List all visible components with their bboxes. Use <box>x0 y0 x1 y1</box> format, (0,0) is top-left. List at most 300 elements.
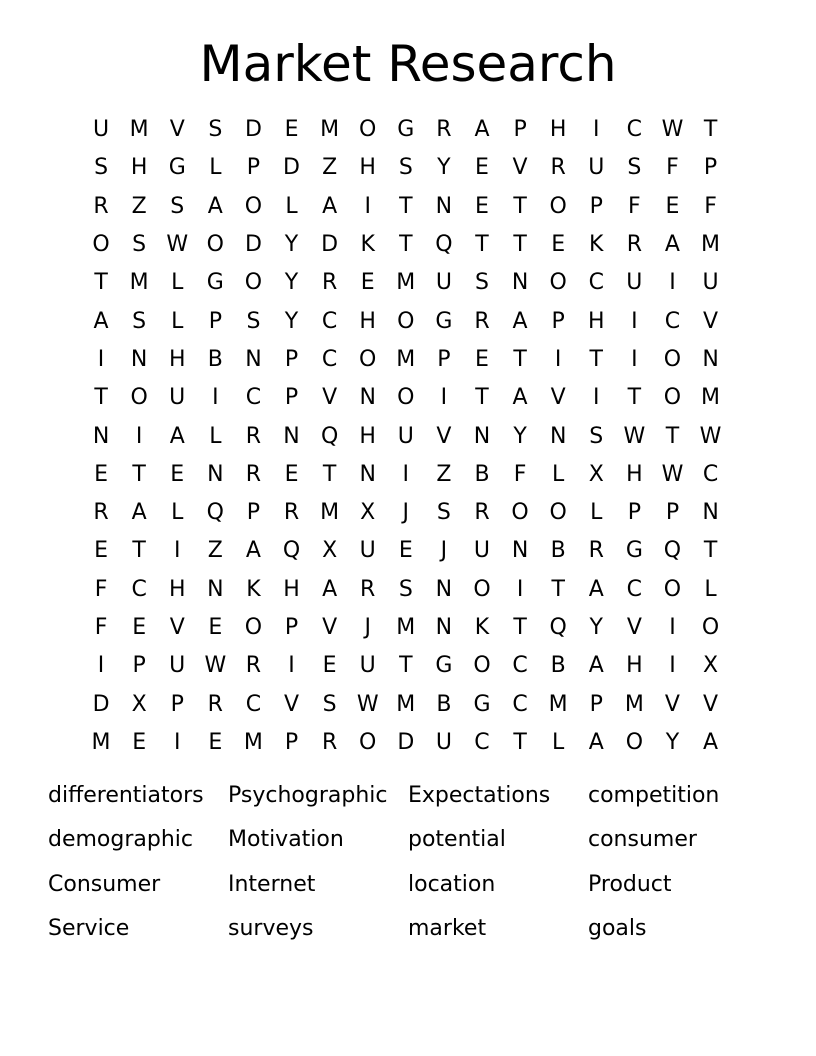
grid-letter: T <box>399 232 413 258</box>
grid-letter: R <box>245 423 262 449</box>
grid-letter: O <box>549 500 567 526</box>
grid-letter: O <box>206 232 224 258</box>
grid-row <box>82 188 732 226</box>
grid-letter: D <box>244 232 262 258</box>
grid-letter: N <box>130 346 148 372</box>
grid-letter: T <box>589 346 603 372</box>
grid-letter: I <box>402 461 410 487</box>
grid-letter: F <box>628 193 641 219</box>
grid-letter: V <box>283 691 300 717</box>
grid-letter: I <box>212 385 219 411</box>
grid-letter: T <box>513 615 527 640</box>
grid-letter: S <box>322 691 337 717</box>
word-list-item: surveys <box>228 915 314 941</box>
grid-letter: H <box>359 423 376 449</box>
grid-letter: P <box>284 385 299 411</box>
grid-letter: O <box>701 615 720 640</box>
grid-letter: I <box>364 193 371 219</box>
word-list-item: potential <box>408 827 506 853</box>
grid-row <box>82 724 732 762</box>
grid-letter: Z <box>131 193 147 219</box>
grid-letter: T <box>513 232 527 258</box>
grid-letter: N <box>702 346 719 372</box>
grid-letter: N <box>473 423 491 449</box>
grid-row <box>82 302 732 340</box>
grid-letter: S <box>436 500 451 526</box>
grid-letter: P <box>665 500 680 526</box>
grid-letter: Y <box>665 729 680 755</box>
grid-letter: O <box>663 346 682 372</box>
grid-letter: J <box>440 538 448 564</box>
grid-letter: E <box>475 155 489 181</box>
grid-letter: G <box>435 653 453 679</box>
grid-letter: A <box>512 308 528 334</box>
grid-letter: O <box>511 500 529 526</box>
grid-letter: P <box>284 346 299 372</box>
grid-letter: T <box>513 729 527 755</box>
grid-letter: P <box>132 653 146 679</box>
grid-letter: R <box>283 500 300 526</box>
grid-letter: H <box>359 155 376 181</box>
grid-letter: O <box>359 346 377 372</box>
grid-letter: I <box>669 270 676 296</box>
grid-letter: N <box>359 385 376 411</box>
grid-letter: C <box>474 729 490 755</box>
grid-letter: Q <box>206 500 224 526</box>
grid-row <box>82 226 732 264</box>
grid-row <box>82 685 732 723</box>
grid-letter: L <box>285 193 298 219</box>
grid-letter: O <box>663 385 682 411</box>
grid-letter: F <box>94 615 108 640</box>
grid-letter: V <box>512 155 528 181</box>
grid-letter: S <box>132 308 147 334</box>
grid-letter: A <box>474 117 490 143</box>
grid-letter: N <box>549 423 567 449</box>
grid-letter: O <box>625 729 644 755</box>
grid-letter: C <box>321 346 338 372</box>
grid-letter: F <box>513 461 527 487</box>
grid-letter: C <box>512 691 528 717</box>
grid-letter: A <box>245 538 261 564</box>
grid-letter: C <box>626 117 643 143</box>
grid-letter: D <box>321 232 339 258</box>
grid-letter: Y <box>589 615 603 640</box>
grid-letter: P <box>703 155 718 181</box>
grid-row <box>82 341 732 379</box>
grid-letter: R <box>207 691 223 717</box>
grid-letter: B <box>436 691 452 717</box>
grid-letter: O <box>549 193 567 219</box>
grid-letter: F <box>666 155 679 181</box>
grid-letter: N <box>245 346 262 372</box>
grid-letter: C <box>321 308 338 334</box>
grid-letter: E <box>132 729 147 755</box>
grid-row <box>82 379 732 417</box>
grid-letter: H <box>626 653 643 679</box>
grid-letter: T <box>94 270 108 296</box>
grid-letter: C <box>664 308 681 334</box>
grid-letter: U <box>92 117 110 143</box>
grid-letter: N <box>435 615 453 640</box>
grid-letter: V <box>322 385 338 411</box>
grid-letter: U <box>473 538 491 564</box>
grid-letter: S <box>475 270 489 296</box>
grid-letter: T <box>399 193 413 219</box>
grid-letter: I <box>288 653 295 679</box>
grid-letter: E <box>208 615 223 640</box>
grid-letter: M <box>548 691 568 717</box>
grid-letter: R <box>93 193 109 219</box>
grid-letter: V <box>169 615 185 640</box>
grid-letter: R <box>245 653 262 679</box>
word-list-item: market <box>408 915 487 941</box>
grid-letter: O <box>244 270 263 296</box>
grid-letter: E <box>322 653 337 679</box>
grid-letter: S <box>132 232 147 258</box>
word-list-item: Motivation <box>228 827 344 853</box>
grid-letter: U <box>588 155 605 181</box>
grid-letter: M <box>396 346 416 372</box>
grid-letter: L <box>590 500 603 526</box>
grid-letter: W <box>623 423 646 449</box>
grid-letter: G <box>435 308 453 334</box>
grid-letter: A <box>93 308 109 334</box>
grid-letter: M <box>91 729 111 755</box>
grid-letter: E <box>398 538 413 564</box>
grid-row <box>82 494 732 532</box>
grid-letter: M <box>243 729 263 755</box>
grid-letter: D <box>92 691 110 717</box>
grid-letter: T <box>94 385 108 411</box>
grid-letter: Q <box>435 232 453 258</box>
grid-letter: X <box>703 653 719 679</box>
grid-letter: R <box>321 729 338 755</box>
grid-letter: M <box>396 691 416 717</box>
word-list-item: Internet <box>228 871 316 897</box>
word-list-item: demographic <box>48 827 193 853</box>
grid-letter: P <box>246 155 261 181</box>
grid-letter: D <box>244 117 262 143</box>
grid-letter: A <box>512 385 528 411</box>
grid-letter: Q <box>663 538 682 564</box>
grid-letter: G <box>625 538 643 564</box>
grid-letter: R <box>626 232 642 258</box>
word-list-item: Service <box>48 915 130 941</box>
grid-letter: A <box>588 576 604 602</box>
grid-letter: X <box>588 461 604 487</box>
grid-row <box>82 609 732 647</box>
grid-letter: C <box>588 270 604 296</box>
grid-letter: C <box>512 653 528 679</box>
grid-letter: R <box>474 308 490 334</box>
grid-letter: A <box>322 193 338 219</box>
grid-row <box>82 264 732 302</box>
grid-letter: M <box>701 385 721 411</box>
grid-letter: P <box>627 500 641 526</box>
grid-letter: F <box>704 193 717 219</box>
grid-letter: P <box>284 615 299 640</box>
grid-letter: E <box>132 615 147 640</box>
grid-letter: K <box>246 576 261 602</box>
grid-letter: B <box>474 461 490 487</box>
grid-letter: E <box>170 461 185 487</box>
grid-letter: T <box>703 538 718 564</box>
grid-letter: E <box>475 193 489 219</box>
grid-letter: M <box>129 117 149 143</box>
grid-letter: I <box>593 385 600 411</box>
grid-letter: E <box>284 461 299 487</box>
word-list-item: goals <box>588 915 647 941</box>
grid-letter: B <box>550 653 566 679</box>
grid-letter: M <box>320 500 340 526</box>
grid-letter: M <box>624 691 644 717</box>
grid-letter: R <box>245 461 262 487</box>
grid-letter: U <box>702 270 719 296</box>
grid-letter: O <box>397 308 415 334</box>
grid-letter: A <box>322 576 338 602</box>
grid-letter: P <box>170 691 184 717</box>
grid-letter: T <box>513 346 527 372</box>
grid-letter: T <box>475 385 489 411</box>
grid-letter: V <box>703 691 719 717</box>
grid-letter: B <box>550 538 566 564</box>
grid-letter: T <box>551 576 565 602</box>
grid-letter: I <box>593 117 600 143</box>
grid-letter: U <box>435 729 452 755</box>
grid-letter: A <box>588 729 604 755</box>
word-list-item: differentiators <box>48 783 204 808</box>
grid-letter: N <box>207 461 224 487</box>
grid-letter: E <box>665 193 680 219</box>
grid-letter: M <box>320 117 340 143</box>
grid-letter: L <box>704 576 717 602</box>
grid-letter: S <box>208 117 223 143</box>
grid-letter: J <box>402 500 410 526</box>
word-list <box>48 776 788 953</box>
grid-letter: Y <box>284 232 299 258</box>
grid-letter: P <box>208 308 222 334</box>
grid-letter: N <box>435 576 453 602</box>
word-list-item: Consumer <box>48 871 161 897</box>
grid-letter: U <box>169 653 186 679</box>
grid-letter: P <box>589 691 603 717</box>
page-title: Market Research <box>199 35 617 93</box>
grid-letter: I <box>97 346 105 372</box>
grid-letter: Z <box>207 538 223 564</box>
grid-letter: A <box>207 193 223 219</box>
grid-letter: I <box>97 653 105 679</box>
grid-letter: W <box>661 461 684 487</box>
grid-letter: W <box>204 653 227 679</box>
grid-letter: O <box>663 576 682 602</box>
grid-letter: P <box>284 729 299 755</box>
grid-letter: I <box>631 308 638 334</box>
grid-letter: R <box>474 500 490 526</box>
grid-row <box>82 456 732 494</box>
letter-grid <box>82 111 732 762</box>
grid-letter: B <box>207 346 223 372</box>
grid-letter: U <box>169 385 186 411</box>
grid-letter: E <box>94 461 108 487</box>
grid-letter: V <box>626 615 642 640</box>
grid-letter: U <box>359 538 376 564</box>
grid-letter: K <box>474 615 490 640</box>
grid-letter: N <box>702 500 719 526</box>
grid-letter: N <box>92 423 110 449</box>
grid-letter: L <box>209 155 222 181</box>
grid-letter: H <box>359 308 376 334</box>
grid-letter: I <box>173 538 181 564</box>
grid-letter: S <box>246 308 261 334</box>
grid-letter: U <box>359 653 376 679</box>
grid-letter: C <box>626 576 643 602</box>
grid-letter: N <box>435 193 453 219</box>
grid-letter: S <box>170 193 185 219</box>
grid-letter: E <box>284 117 299 143</box>
grid-letter: U <box>397 423 414 449</box>
grid-letter: T <box>322 461 337 487</box>
grid-letter: V <box>703 308 719 334</box>
grid-letter: E <box>551 232 566 258</box>
grid-letter: I <box>669 653 676 679</box>
grid-letter: Q <box>320 423 339 449</box>
grid-letter: A <box>703 729 719 755</box>
grid-letter: P <box>589 193 603 219</box>
grid-letter: E <box>208 729 223 755</box>
grid-letter: G <box>473 691 491 717</box>
grid-letter: Y <box>513 423 527 449</box>
grid-letter: L <box>552 461 565 487</box>
grid-letter: P <box>551 308 565 334</box>
grid-letter: F <box>94 576 108 602</box>
word-list-item: Expectations <box>408 783 551 808</box>
grid-letter: L <box>209 423 222 449</box>
grid-letter: N <box>283 423 300 449</box>
grid-letter: H <box>283 576 300 602</box>
grid-letter: T <box>627 385 642 411</box>
grid-letter: T <box>132 538 146 564</box>
word-list-item: Psychographic <box>228 783 388 808</box>
grid-letter: T <box>665 423 680 449</box>
word-list-item: Product <box>588 871 672 897</box>
grid-letter: G <box>206 270 224 296</box>
grid-letter: Q <box>282 538 301 564</box>
grid-letter: H <box>168 576 186 602</box>
grid-letter: L <box>552 729 565 755</box>
grid-letter: A <box>664 232 680 258</box>
grid-letter: S <box>627 155 642 181</box>
grid-letter: W <box>356 691 379 717</box>
word-list-item: competition <box>588 783 720 808</box>
grid-letter: I <box>631 346 638 372</box>
grid-letter: Z <box>322 155 338 181</box>
grid-letter: X <box>131 691 147 717</box>
grid-letter: H <box>130 155 148 181</box>
grid-letter: E <box>94 538 108 564</box>
word-list-item: location <box>408 871 496 897</box>
grid-letter: T <box>703 117 718 143</box>
grid-letter: P <box>513 117 527 143</box>
grid-letter: W <box>166 232 189 258</box>
grid-letter: O <box>244 193 263 219</box>
word-list-item: consumer <box>588 827 697 853</box>
grid-letter: E <box>475 346 489 372</box>
grid-letter: T <box>513 193 527 219</box>
grid-row <box>82 417 732 455</box>
grid-letter: O <box>359 117 377 143</box>
grid-row <box>82 111 732 149</box>
grid-letter: O <box>130 385 148 411</box>
grid-letter: R <box>93 500 109 526</box>
grid-letter: C <box>131 576 147 602</box>
grid-letter: O <box>359 729 377 755</box>
grid-letter: I <box>173 729 181 755</box>
grid-letter: Y <box>284 270 299 296</box>
grid-letter: N <box>511 538 529 564</box>
grid-letter: A <box>588 653 604 679</box>
grid-letter: L <box>171 308 184 334</box>
grid-letter: U <box>435 270 452 296</box>
grid-letter: E <box>360 270 375 296</box>
grid-letter: L <box>171 270 184 296</box>
grid-letter: Q <box>549 615 567 640</box>
grid-letter: R <box>588 538 604 564</box>
grid-letter: S <box>398 155 413 181</box>
grid-letter: V <box>169 117 185 143</box>
grid-letter: O <box>244 615 263 640</box>
grid-letter: H <box>549 117 567 143</box>
grid-letter: M <box>396 270 416 296</box>
grid-letter: I <box>516 576 524 602</box>
grid-letter: C <box>245 691 262 717</box>
grid-letter: M <box>396 615 416 640</box>
grid-letter: Z <box>436 461 452 487</box>
grid-letter: U <box>626 270 643 296</box>
grid-letter: I <box>669 615 676 640</box>
grid-letter: T <box>399 653 413 679</box>
grid-letter: M <box>701 232 721 258</box>
grid-letter: L <box>171 500 184 526</box>
grid-letter: Y <box>437 155 451 181</box>
grid-letter: G <box>397 117 415 143</box>
grid-letter: V <box>322 615 338 640</box>
grid-letter: V <box>436 423 452 449</box>
grid-letter: D <box>397 729 415 755</box>
grid-letter: J <box>364 615 371 640</box>
grid-letter: C <box>245 385 262 411</box>
grid-letter: R <box>321 270 338 296</box>
grid-letter: K <box>360 232 375 258</box>
grid-letter: I <box>440 385 448 411</box>
grid-letter: O <box>473 576 491 602</box>
grid-letter: X <box>360 500 376 526</box>
grid-letter: A <box>131 500 147 526</box>
grid-letter: H <box>587 308 605 334</box>
grid-letter: K <box>589 232 604 258</box>
grid-letter: S <box>589 423 604 449</box>
grid-letter: I <box>554 346 562 372</box>
grid-letter: M <box>129 270 149 296</box>
grid-letter: P <box>246 500 261 526</box>
grid-letter: R <box>550 155 566 181</box>
grid-letter: P <box>437 346 451 372</box>
grid-letter: S <box>94 155 109 181</box>
grid-letter: H <box>168 346 186 372</box>
grid-letter: A <box>169 423 185 449</box>
grid-row <box>82 532 732 570</box>
grid-letter: R <box>360 576 376 602</box>
